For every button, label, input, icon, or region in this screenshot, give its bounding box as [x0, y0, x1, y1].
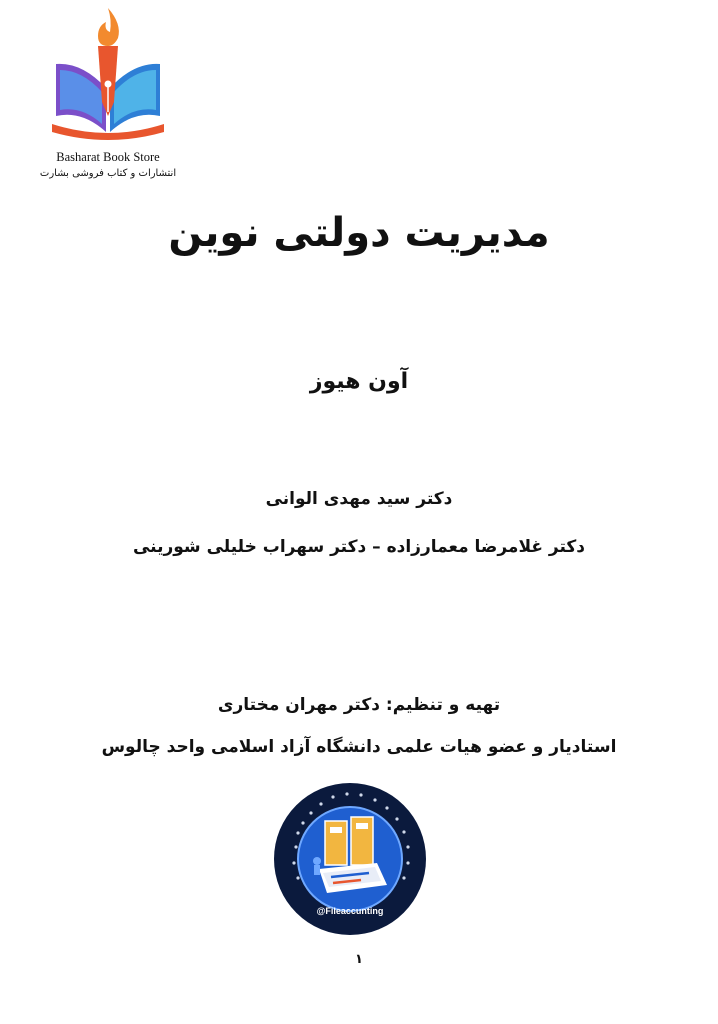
publisher-logo [38, 6, 178, 186]
translator-line-2: دکتر غلامرضا معمارزاده – دکتر سهراب خلیلی شورینی [132, 537, 586, 557]
translator-line-1: دکتر سید مهدی الوانی [265, 489, 453, 509]
open-book-pen-flame-icon [48, 6, 168, 141]
publisher-name-english: Basharat Book Store [56, 150, 160, 164]
page-number: ۱ [355, 952, 363, 967]
book-title: مدیریت دولتی نوین [168, 210, 550, 256]
original-author: آون هیوز [309, 369, 409, 394]
accounting-files-channel-icon [271, 773, 429, 943]
publisher-name-persian: انتشارات و کتاب فروشی بشارت [39, 168, 177, 179]
author-affiliation: استادیار و عضو هیات علمی دانشگاه آزاد اسلامی واحد چالوس [101, 737, 617, 757]
channel-logo [271, 773, 429, 943]
channel-handle: @Fileaccunting [316, 906, 384, 916]
prepared-by: تهیه و تنظیم: دکتر مهران مختاری [217, 695, 501, 715]
